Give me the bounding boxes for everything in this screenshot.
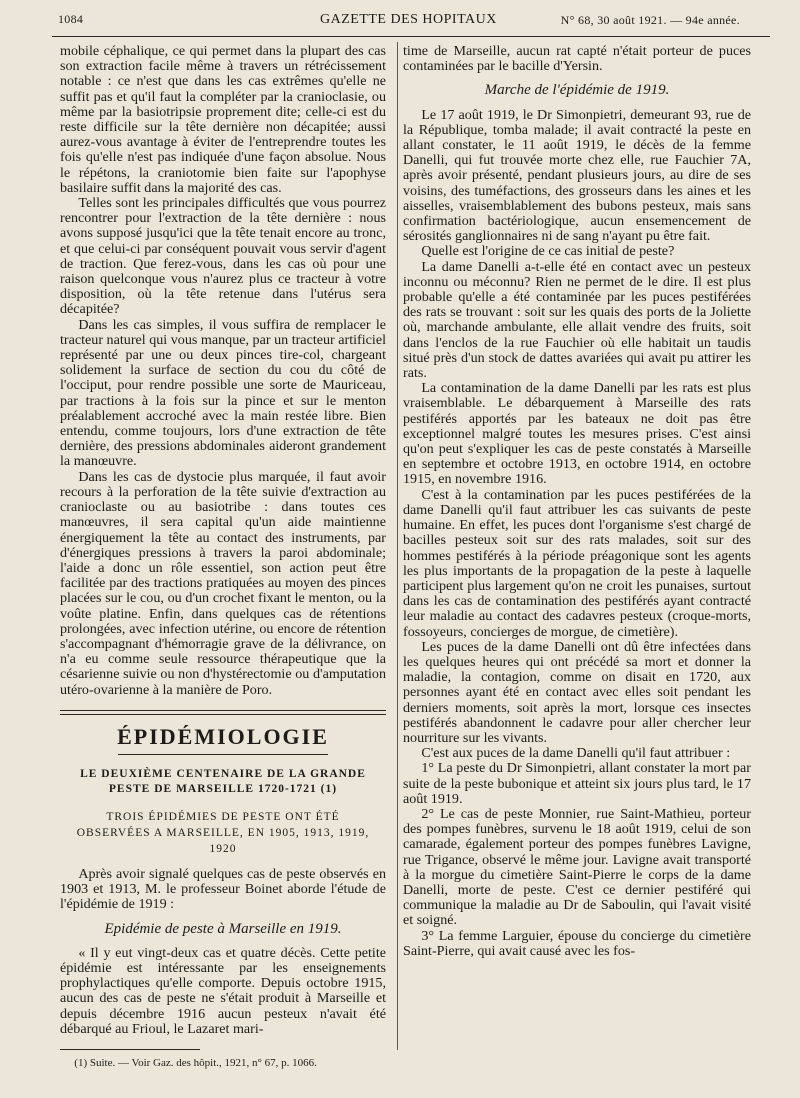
footnote: (1) Suite. — Voir Gaz. des hôpit., 1921, n° 67, p. 1066. — [74, 1056, 317, 1069]
paragraph: Quelle est l'origine de ce cas initial de peste? — [421, 243, 675, 260]
paragraph: Les puces de la dame Danelli ont dû être infectées dans les quelques heures qui ont précédé sa mort et donner la maladie, la contagion, comme on disait en 1720, aux personnes ayant été en contact avec elles soit pendant les derniers moments, soit après la mort, lorsque ces insectes pestiférés abandonnent le cadavre pour aller chercher leur nourriture sur les vivants. — [403, 638, 751, 746]
page-number: 1084 — [58, 12, 84, 26]
section-divider — [60, 710, 386, 715]
issue-info: N° 68, 30 août 1921. — 94e année. — [560, 13, 740, 27]
quote-paragraph: « Il y eut vingt-deux cas et quatre décès. Cette petite épidémie est intéressante par les enseignements prophylactiques qu'elle comporte. Depuis octobre 1915, aucun des cas de peste ne s'était produit à Marseille et depuis décembre 1916 aucun pesteux n'avait été débarqué au Frioul, le Lazaret mari- — [60, 944, 386, 1037]
paragraph: Dans les cas simples, il vous suffira de remplacer le tracteur naturel qui vous manque, par un tracteur artificiel représenté par une ou deux pinces tire-col, chargeant solidement la surface de section du cou du côté de l'occiput, pour rendre possible une sorte de Mauriceau, par tractions à la fois sur la pince et sur le menton préalablement accroché avec la main restée libre. Bien entendu, comme toujours, lors d'une extraction de tête dernière, des pressions abdominales aideront grandement la manœuvre. — [60, 316, 386, 470]
right-column — [403, 44, 751, 959]
list-item: 2° Le cas de peste Monnier, rue Saint-Mathieu, porteur des pompes funèbres, survenu le 18 août 1919, celui de son camarade, également porteur des pompes funèbres Lavigne, rue Trigance, observé le même jour. Lavigne avait transporté à la morgue du cimetière Saint-Pierre le corps de la dame Danelli, morte de peste. C'est ce dernier pestiféré qui communique la maladie au Dr de Saboulin, qui l'avait visité et soigné. — [403, 805, 751, 929]
paragraph: Dans les cas de dystocie plus marquée, il faut avoir recours à la perforation de la tête suivie d'extraction au cranioclaste ou au basiotribe : dans toutes ces manœuvres, il sera capital qu'un aide maintienne énergiquement la tête au contact des instruments, par d'énergiques pressions à travers la paroi abdominale; l'aide a donc un rôle essentiel, son action peut être facilitée par des tractions pratiquées au moyen des pinces placées sur le cou, ou d'un crochet fixant le menton, ou la voûte platine. Enfin, dans quelques cas de rétentions prolongées, avec infection utérine, ou encore de rétention s'accompagnant d'hémorragie grave de la délivrance, on n'a eu comme seule ressource thérapeutique que la césarienne suivie ou non d'hystérectomie ou d'amputation utéro-ovarienne à la manière de Poro. — [60, 468, 386, 698]
paragraph: Telles sont les principales difficultés que vous pourrez rencontrer pour l'extraction de la tête dernière : nous avons supposé jusqu'ici que la tête tenait encore au tronc, et que celui-ci par conséquent pouvait vous servir d'agent de traction. Que ferez-vous, dans les cas où pour une raison quelconque vous n'aurez plus ce tracteur à votre disposition, où la tête retenue dans l'utérus sera décapitée? — [60, 195, 386, 318]
article-subtitle: TROIS ÉPIDÉMIES DE PESTE ONT ÉTÉ OBSERVÉES A MARSEILLE, EN 1905, 1913, 1919, 1920 — [76, 810, 370, 855]
paragraph: mobile céphalique, ce qui permet dans la plupart des cas son extraction facile même à travers un rétrécissement notable : ce n'est que dans les cas extrêmes qu'elle ne suffit pas et qu'il faut la compléter par la cranioclasie, ou même par la basiotripsie proprement dite; celle-ci est du reste difficile sur la tête dernière non décapitée; aussi aurez-vous avantage à éviter de l'entreprendre toutes les fois qu'elle n'est pas indiquée d'une façon absolue. Nous le répétons, la craniotomie bien faite sur l'apophyse basilaire suffit dans la majorité des cas. — [60, 43, 386, 196]
article-intro: Après avoir signalé quelques cas de peste observés en 1903 et 1913, M. le professeur Boinet aborde l'étude de l'épidémie de 1919 : — [60, 865, 386, 913]
journal-title: GAZETTE DES HOPITAUX — [320, 12, 497, 27]
paragraph: C'est aux puces de la dame Danelli qu'il faut attribuer : — [421, 745, 731, 762]
subheading: Epidémie de peste à Marseille en 1919. — [104, 920, 342, 937]
paragraph: C'est à la contamination par les puces pestiférées de la dame Danelli qu'il faut attribuer les cas suivants de peste humaine. En effet, les puces dont l'organisme s'est chargé de bacilles pesteux soit sur des rats malades, soit sur des hommes pestiférés à la période préagonique sont les agents les plus importants de la propagation de la peste à laquelle participent plus largement qu'on ne croit les punaises, surtout dans les cas de contamination des pestiférés ayant contracté leur maladie au contact des cadavres pesteux (croque-morts, fossoyeurs, concierges de morgue, de cimetière). — [403, 486, 751, 640]
footnote-rule — [60, 1049, 200, 1050]
header-rule — [52, 36, 770, 37]
paragraph: La dame Danelli a-t-elle été en contact avec un pesteux inconnu ou méconnu? Rien ne permet de le dire. Il est plus probable qu'elle a été contaminée par les puces pestiférées des rats se trouvant : soit sur les quais des ports de la Joliette où, marchande ambulante, elle allait vendre des fruits, soit dans l'enclos de la rue Fauchier où elle habitait un taudis situé près d'un stock de dattes avariées qui avait pu attirer les rats. — [403, 258, 751, 382]
article-title: LE DEUXIÈME CENTENAIRE DE LA GRANDE PESTE DE MARSEILLE 1720-1721 (1) — [80, 767, 366, 795]
paragraph: La contamination de la dame Danelli par les rats est plus vraisemblable. Le débarquement à Marseille des rats pestiférés apportés par les bateaux ne doit pas être exceptionnel malgré toutes les mesures prises. C'est ainsi qu'on peut s'expliquer les cas de peste constatés à Marseille en septembre et octobre 1913, en octobre 1914, en octobre 1915, en novembre 1916. — [403, 380, 751, 488]
column-divider — [397, 42, 398, 1050]
paragraph: Le 17 août 1919, le Dr Simonpietri, demeurant 93, rue de la République, tomba malade; il avait contracté la peste en allant constater, le 11 août 1919, le décès de la femme Danelli, qui fut trouvée morte chez elle, rue Fauchier 7A, après avoir présenté, pendant plusieurs jours, au dire de ses voisins, des tuméfactions, des grosseurs dans les aines et les aisselles, vraisemblablement des bubons pesteux, mais sans confirmation bactériologique, aucun ensemencement de sérosités ganglionnaires ni de sang n'ayant pu être fait. — [403, 106, 751, 245]
left-column — [60, 44, 386, 1070]
running-header — [58, 10, 762, 38]
subheading: Marche de l'épidémie de 1919. — [484, 82, 670, 99]
list-item: 3° La femme Larguier, épouse du concierge du cimetière Saint-Pierre, qui avait causé avec les fos- — [403, 927, 751, 959]
paragraph: time de Marseille, aucun rat capté n'était porteur de puces contaminées par le bacille d'Yersin. — [403, 43, 751, 75]
list-item: 1° La peste du Dr Simonpietri, allant constater la mort par suite de la peste bubonique et atteint six jours plus tard, le 17 août 1919. — [403, 760, 751, 807]
section-heading: ÉPIDÉMIOLOGIE — [117, 723, 329, 749]
heading-rule — [118, 754, 328, 755]
